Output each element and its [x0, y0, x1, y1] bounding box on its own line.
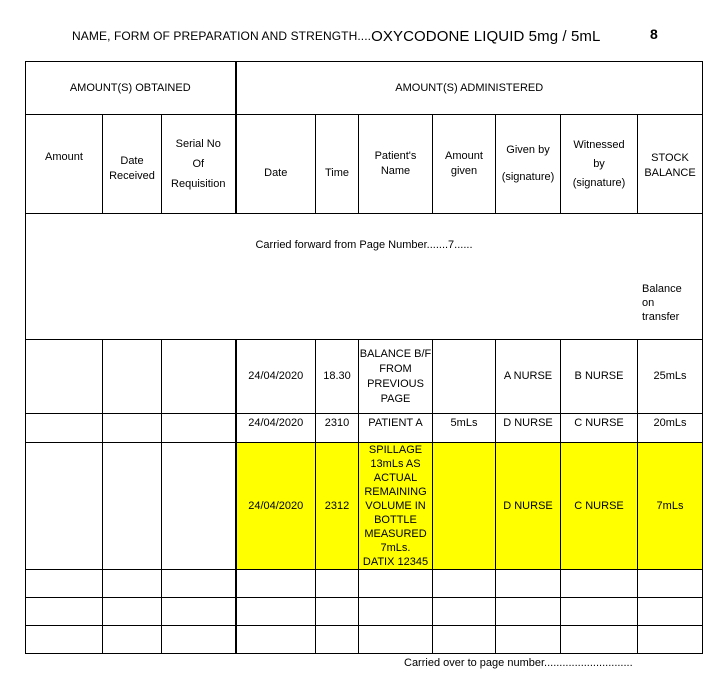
- balance-on-transfer: [642, 282, 700, 324]
- preparation-caption: NAME, FORM OF PREPARATION AND STRENGTH....: [72, 29, 372, 43]
- amounts-administered-header: AMOUNT(S) ADMINISTERED: [236, 62, 703, 115]
- table-row: [26, 414, 703, 443]
- cell-amount-given: [433, 443, 496, 570]
- col-date-label: Date: [264, 166, 288, 179]
- col-serial-l2: Of: [192, 158, 205, 170]
- col-amount-given-l2: given: [450, 165, 478, 177]
- cell-amount: [26, 443, 103, 570]
- cell-given-by: D NURSE: [496, 443, 561, 570]
- col-date-received-l1: Date: [120, 155, 144, 167]
- cell-amount: [26, 340, 103, 414]
- cell-patient: PATIENT A: [359, 414, 433, 443]
- controlled-drug-register: [25, 61, 703, 654]
- col-time: [316, 115, 359, 214]
- col-patient-name: [359, 115, 433, 214]
- cell-patient: [359, 340, 433, 414]
- table-row: [26, 443, 703, 570]
- cell-date: 24/04/2020: [236, 414, 316, 443]
- column-header-row: [26, 115, 703, 214]
- cell-serial: [162, 414, 236, 443]
- balance-on-transfer-l2: on: [642, 297, 655, 309]
- cell-serial: [162, 443, 236, 570]
- balance-on-transfer-l3: transfer: [642, 311, 680, 323]
- cell-witnessed-by: B NURSE: [561, 340, 638, 414]
- patient-line: VOLUME IN BOTTLE: [365, 500, 426, 526]
- cell-date-received: [103, 340, 162, 414]
- empty-row: [26, 626, 703, 654]
- cell-amount-given: 5mLs: [433, 414, 496, 443]
- cell-time: 2312: [316, 443, 359, 570]
- cell-time: 18.30: [316, 340, 359, 414]
- patient-line: MEASURED 7mLs.: [364, 528, 427, 554]
- col-amount-given: [433, 115, 496, 214]
- cell-given-by: A NURSE: [496, 340, 561, 414]
- carried-forward-row: [26, 214, 703, 340]
- patient-line: SPILLAGE 13mLs AS: [368, 444, 423, 470]
- patient-line: PREVIOUS: [367, 377, 424, 390]
- col-amount-label: Amount: [45, 151, 83, 163]
- col-date: [236, 115, 316, 214]
- col-amount-given-l1: Amount: [445, 150, 483, 162]
- cell-serial: [162, 340, 236, 414]
- patient-line: PAGE: [380, 392, 411, 405]
- col-serial-l3: Requisition: [171, 178, 226, 190]
- cell-time: 2310: [316, 414, 359, 443]
- cell-amount: [26, 414, 103, 443]
- cell-balance: 7mLs: [638, 443, 703, 570]
- col-witnessed-l2: by: [593, 157, 605, 170]
- patient-line: BALANCE B/F: [359, 347, 432, 360]
- col-patient-l2: Name: [380, 165, 411, 177]
- col-witnessed-by: [561, 115, 638, 214]
- carried-over-text: Carried over to page number.............................: [404, 657, 633, 669]
- cell-witnessed-by: C NURSE: [561, 443, 638, 570]
- col-stock-l2: BALANCE: [644, 167, 696, 179]
- col-patient-l1: Patient's: [374, 150, 417, 162]
- col-stock-balance: [638, 115, 703, 214]
- cell-date-received: [103, 443, 162, 570]
- cell-date: 24/04/2020: [236, 443, 316, 570]
- cell-date: 24/04/2020: [236, 340, 316, 414]
- col-date-received-l2: Received: [109, 170, 155, 182]
- col-witnessed-l3: (signature): [572, 176, 626, 189]
- amounts-obtained-header: AMOUNT(S) OBTAINED: [26, 62, 236, 115]
- cell-date-received: [103, 414, 162, 443]
- page-header: [72, 24, 692, 46]
- cell-amount-given: [433, 340, 496, 414]
- col-given-by-l1: Given by: [506, 144, 550, 156]
- col-serial-no: [162, 115, 236, 214]
- empty-row: [26, 598, 703, 626]
- patient-line: FROM: [379, 362, 412, 375]
- col-date-received: [103, 115, 162, 214]
- col-witnessed-l1: Witnessed: [573, 138, 625, 151]
- col-given-by: [496, 115, 561, 214]
- cell-balance: 25mLs: [638, 340, 703, 414]
- col-given-by-l2: (signature): [501, 171, 555, 183]
- group-header-row: [26, 62, 703, 115]
- carried-forward-cell: [26, 214, 703, 340]
- preparation-label: [72, 27, 600, 44]
- carried-forward-text: Carried forward from Page Number.......7......: [255, 239, 473, 251]
- page-number: 8: [650, 26, 658, 42]
- patient-line: DATIX 12345: [362, 556, 429, 568]
- col-serial-l1: Serial No: [175, 138, 221, 150]
- empty-row: [26, 570, 703, 598]
- col-time-label: Time: [324, 166, 350, 179]
- patient-line: ACTUAL REMAINING: [364, 472, 427, 498]
- col-amount: [26, 115, 103, 214]
- cell-patient: [359, 443, 433, 570]
- table-row: [26, 340, 703, 414]
- drug-name: OXYCODONE LIQUID 5mg / 5mL: [371, 28, 601, 45]
- cell-witnessed-by: C NURSE: [561, 414, 638, 443]
- cell-given-by: D NURSE: [496, 414, 561, 443]
- cell-balance: 20mLs: [638, 414, 703, 443]
- col-stock-l1: STOCK: [651, 152, 689, 164]
- balance-on-transfer-l1: Balance: [642, 283, 682, 295]
